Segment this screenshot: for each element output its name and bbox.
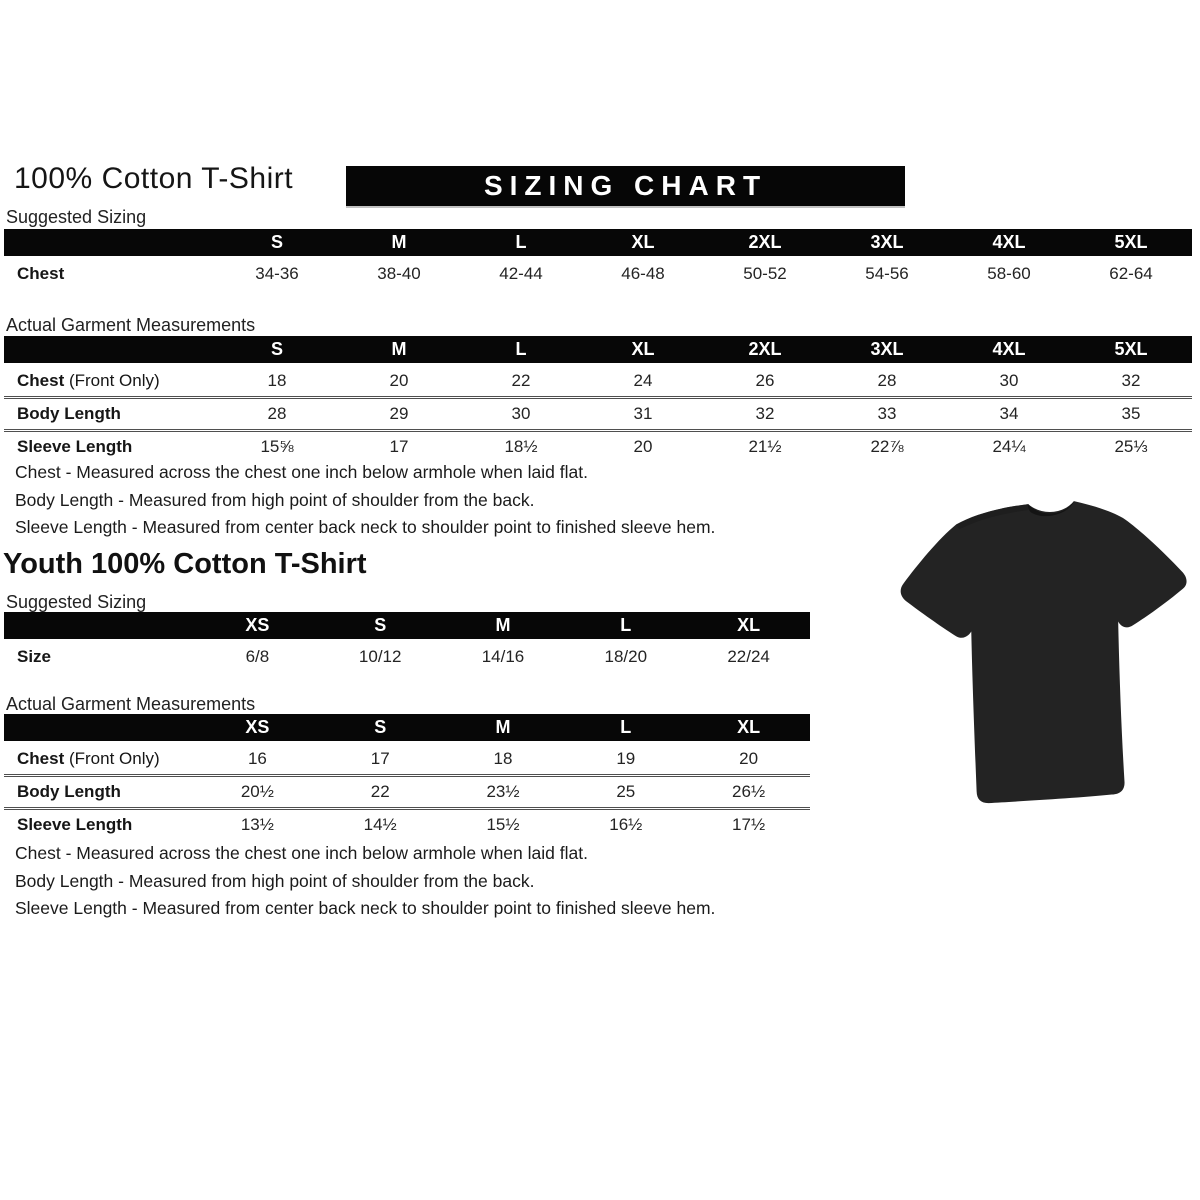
cell: 19: [564, 743, 687, 776]
measurement-note: Chest - Measured across the chest one inch below armhole when laid flat.: [15, 843, 588, 863]
column-header-xl: XL: [582, 229, 704, 258]
column-header-5xl: 5XL: [1070, 229, 1192, 258]
row-label: Body Length: [4, 776, 196, 809]
cell: 15½: [442, 809, 565, 841]
table-corner: [4, 714, 196, 743]
measurement-note: Body Length - Measured from high point of shoulder from the back.: [15, 870, 535, 891]
cell: 29: [338, 398, 460, 431]
cell: 18: [216, 365, 338, 398]
column-header-m: M: [338, 229, 460, 258]
cell: 13½: [196, 809, 319, 841]
column-header-l: L: [460, 336, 582, 365]
youth-measurement-notes: [15, 840, 715, 923]
table-row: [4, 398, 1192, 431]
cell: 62-64: [1070, 258, 1192, 290]
cell: 30: [948, 365, 1070, 398]
column-header-s: S: [319, 714, 442, 743]
cell: 34-36: [216, 258, 338, 290]
cell: 28: [826, 365, 948, 398]
page-title: 100% Cotton T-Shirt: [14, 162, 294, 195]
cell: 6/8: [196, 641, 319, 673]
cell: 58-60: [948, 258, 1070, 290]
column-header-s: S: [319, 612, 442, 641]
cell: 38-40: [338, 258, 460, 290]
column-header-m: M: [338, 336, 460, 365]
tshirt-body: [899, 499, 1191, 805]
table-row: [4, 809, 810, 841]
column-header-4xl: 4XL: [948, 229, 1070, 258]
table-row: [4, 365, 1192, 398]
cell: 34: [948, 398, 1070, 431]
cell: 17½: [687, 809, 810, 841]
cell: 10/12: [319, 641, 442, 673]
measurement-note: Body Length - Measured from high point of shoulder from the back.: [15, 489, 535, 510]
cell: 32: [1070, 365, 1192, 398]
table-row: [4, 743, 810, 776]
cell: 35: [1070, 398, 1192, 431]
column-header-4xl: 4XL: [948, 336, 1070, 365]
cell: 14½: [319, 809, 442, 841]
adult-suggested-sizing-table: [4, 229, 1192, 289]
cell: 28: [216, 398, 338, 431]
column-header-l: L: [564, 714, 687, 743]
cell: 20½: [196, 776, 319, 809]
adult-actual-measurements-table: [4, 336, 1192, 462]
table-row: [4, 258, 1192, 290]
row-label: Chest: [4, 258, 216, 290]
youth-actual-measurements-table: [4, 714, 810, 840]
cell: 22/24: [687, 641, 810, 673]
column-header-l: L: [460, 229, 582, 258]
cell: 15⅝: [216, 431, 338, 463]
column-header-xs: XS: [196, 714, 319, 743]
adult-actual-measurements-caption: Actual Garment Measurements: [6, 315, 256, 335]
column-header-xl: XL: [687, 714, 810, 743]
cell: 20: [582, 431, 704, 463]
cell: 30: [460, 398, 582, 431]
youth-section-title: Youth 100% Cotton T-Shirt: [3, 548, 367, 580]
cell: 16: [196, 743, 319, 776]
cell: 54-56: [826, 258, 948, 290]
cell: 18½: [460, 431, 582, 463]
cell: 50-52: [704, 258, 826, 290]
cell: 46-48: [582, 258, 704, 290]
measurement-note: Sleeve Length - Measured from center back neck to shoulder point to finished sleeve hem.: [15, 898, 716, 918]
row-label: Size: [4, 641, 196, 673]
column-header-2xl: 2XL: [704, 336, 826, 365]
cell: 26: [704, 365, 826, 398]
cell: 33: [826, 398, 948, 431]
table-row: [4, 641, 810, 673]
cell: 17: [338, 431, 460, 463]
cell: 42-44: [460, 258, 582, 290]
cell: 25⅓: [1070, 431, 1192, 463]
black-tshirt-image: [878, 459, 1200, 818]
cell: 26½: [687, 776, 810, 809]
cell: 25: [564, 776, 687, 809]
adult-measurement-notes: [15, 459, 715, 542]
column-header-5xl: 5XL: [1070, 336, 1192, 365]
table-row: [4, 776, 810, 809]
youth-suggested-sizing-table: [4, 612, 810, 672]
column-header-m: M: [442, 612, 565, 641]
column-header-xl: XL: [582, 336, 704, 365]
adult-suggested-sizing-caption: Suggested Sizing: [6, 207, 147, 227]
table-corner: [4, 612, 196, 641]
column-header-s: S: [216, 229, 338, 258]
table-corner: [4, 229, 216, 258]
cell: 23½: [442, 776, 565, 809]
youth-suggested-sizing-caption: Suggested Sizing: [6, 592, 147, 612]
table-corner: [4, 336, 216, 365]
column-header-s: S: [216, 336, 338, 365]
column-header-l: L: [564, 612, 687, 641]
cell: 20: [687, 743, 810, 776]
row-label: Sleeve Length: [4, 431, 216, 463]
row-label: Chest (Front Only): [4, 365, 216, 398]
column-header-3xl: 3XL: [826, 336, 948, 365]
column-header-2xl: 2XL: [704, 229, 826, 258]
column-header-xl: XL: [687, 612, 810, 641]
measurement-note: Sleeve Length - Measured from center back neck to shoulder point to finished sleeve hem.: [15, 517, 716, 537]
cell: 22: [460, 365, 582, 398]
cell: 32: [704, 398, 826, 431]
cell: 31: [582, 398, 704, 431]
row-label: Body Length: [4, 398, 216, 431]
row-label: Chest (Front Only): [4, 743, 196, 776]
measurement-note: Chest - Measured across the chest one inch below armhole when laid flat.: [15, 462, 588, 482]
youth-actual-measurements-caption: Actual Garment Measurements: [6, 694, 256, 714]
cell: 16½: [564, 809, 687, 841]
column-header-m: M: [442, 714, 565, 743]
cell: 17: [319, 743, 442, 776]
column-header-xs: XS: [196, 612, 319, 641]
cell: 18/20: [564, 641, 687, 673]
cell: 21½: [704, 431, 826, 463]
table-row: [4, 431, 1192, 463]
tshirt-graphic: [878, 459, 1200, 818]
cell: 24: [582, 365, 704, 398]
row-label: Sleeve Length: [4, 809, 196, 841]
cell: 24¼: [948, 431, 1070, 463]
cell: 14/16: [442, 641, 565, 673]
column-header-3xl: 3XL: [826, 229, 948, 258]
sizing-chart-banner: SIZING CHART: [346, 166, 905, 206]
cell: 18: [442, 743, 565, 776]
cell: 20: [338, 365, 460, 398]
cell: 22⅞: [826, 431, 948, 463]
cell: 22: [319, 776, 442, 809]
